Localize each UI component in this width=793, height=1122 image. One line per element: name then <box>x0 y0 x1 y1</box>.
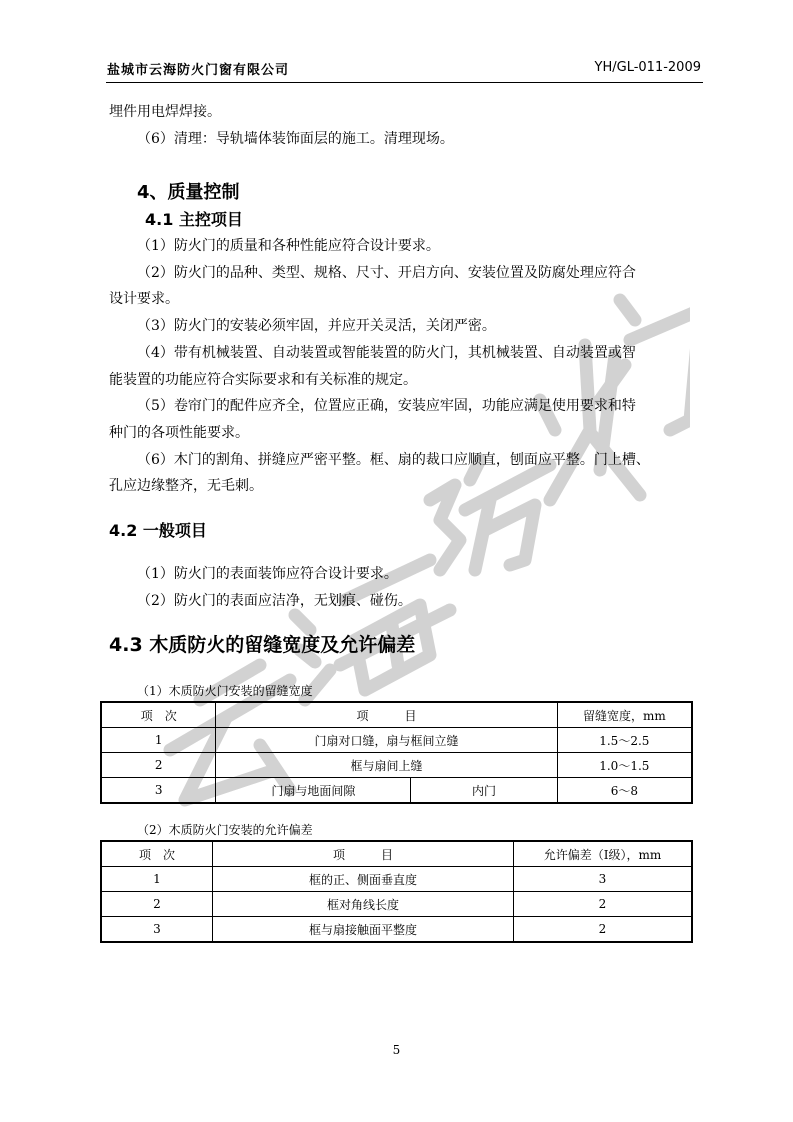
cell-no: 2 <box>101 892 213 917</box>
cell-value: 3 <box>514 867 693 892</box>
table-header-row <box>101 702 692 728</box>
cell-no: 2 <box>101 753 216 778</box>
cell-value: 1.5～2.5 <box>557 728 692 753</box>
cell-value: 6～8 <box>557 778 692 804</box>
subsection-4-2-title: 4.2 一般项目 <box>109 521 207 540</box>
subsection-4-3-title: 4.3 木质防火的留缝宽度及允许偏差 <box>109 634 416 656</box>
section-4-title: 4、质量控制 <box>137 182 240 203</box>
table-header-row <box>101 841 692 867</box>
cell-subitem: 内门 <box>411 778 557 804</box>
header-cell-no: 项 次 <box>101 702 216 728</box>
subsection-4-1-title: 4.1 主控项目 <box>145 210 243 229</box>
table-allowed-deviation <box>100 840 693 943</box>
header-cell-item: 项 目 <box>213 841 514 867</box>
header-cell-value: 允许偏差（Ⅰ级），mm <box>514 841 693 867</box>
table1-caption: （1）木质防火门安装的留缝宽度 <box>137 684 313 698</box>
cell-item: 门扇与地面间隙 <box>216 778 411 804</box>
cell-item: 框的正、侧面垂直度 <box>213 867 514 892</box>
paragraph-4-1-6a: （6）木门的割角、拼缝应严密平整。框、扇的裁口应顺直，刨面应平整。门上槽、 <box>137 452 650 468</box>
header-company-name: 盐城市云海防火门窗有限公司 <box>107 63 290 78</box>
table-row <box>101 753 692 778</box>
table-row <box>101 778 692 804</box>
paragraph-4-1-1: （1）防火门的质量和各种性能应符合设计要求。 <box>137 238 440 254</box>
header-cell-item: 项 目 <box>216 702 557 728</box>
paragraph-4-1-3: （3）防火门的安装必须牢固，并应开关灵活，关闭严密。 <box>137 318 496 334</box>
table-row <box>101 917 692 943</box>
cell-value: 1.0～1.5 <box>557 753 692 778</box>
paragraph-4-1-4b: 能装置的功能应符合实际要求和有关标准的规定。 <box>109 372 417 388</box>
paragraph-4-1-4a: （4）带有机械装置、自动装置或智能装置的防火门，其机械装置、自动装置或智 <box>137 345 636 361</box>
paragraph-4-1-5b: 种门的各项性能要求。 <box>109 425 249 441</box>
cell-item: 框与扇接触面平整度 <box>213 917 514 943</box>
paragraph-4-1-2b: 设计要求。 <box>109 291 179 307</box>
cell-item: 框与扇间上缝 <box>216 753 557 778</box>
table-row <box>101 728 692 753</box>
paragraph-4-1-5a: （5）卷帘门的配件应齐全，位置应正确，安装应牢固，功能应满足使用要求和特 <box>137 398 636 414</box>
paragraph-4-1-6b: 孔应边缘整齐，无毛刺。 <box>109 478 263 494</box>
cell-value: 2 <box>514 892 693 917</box>
paragraph-4-2-2: （2）防火门的表面应洁净，无划痕、碰伤。 <box>137 593 412 609</box>
header-document-code: YH/GL-011-2009 <box>594 60 701 75</box>
cell-no: 3 <box>101 778 216 804</box>
paragraph-item6-clean: （6）清理：导轨墙体装饰面层的施工。清理现场。 <box>137 131 454 147</box>
cell-no: 1 <box>101 728 216 753</box>
table-row <box>101 892 692 917</box>
header-cell-value: 留缝宽度，mm <box>557 702 692 728</box>
cell-no: 3 <box>101 917 213 943</box>
table-gap-width <box>100 701 693 804</box>
paragraph-continuation: 埋件用电焊焊接。 <box>109 104 221 120</box>
paragraph-4-2-1: （1）防火门的表面装饰应符合设计要求。 <box>137 566 398 582</box>
cell-item: 框对角线长度 <box>213 892 514 917</box>
header-divider <box>106 82 703 83</box>
table-row <box>101 867 692 892</box>
table2-caption: （2）木质防火门安装的允许偏差 <box>137 823 313 837</box>
paragraph-4-1-2a: （2）防火门的品种、类型、规格、尺寸、开启方向、安装位置及防腐处理应符合 <box>137 265 636 281</box>
cell-value: 2 <box>514 917 693 943</box>
cell-item: 门扇对口缝，扇与框间立缝 <box>216 728 557 753</box>
header-cell-no: 项 次 <box>101 841 213 867</box>
page-number: 5 <box>392 1043 401 1057</box>
cell-no: 1 <box>101 867 213 892</box>
